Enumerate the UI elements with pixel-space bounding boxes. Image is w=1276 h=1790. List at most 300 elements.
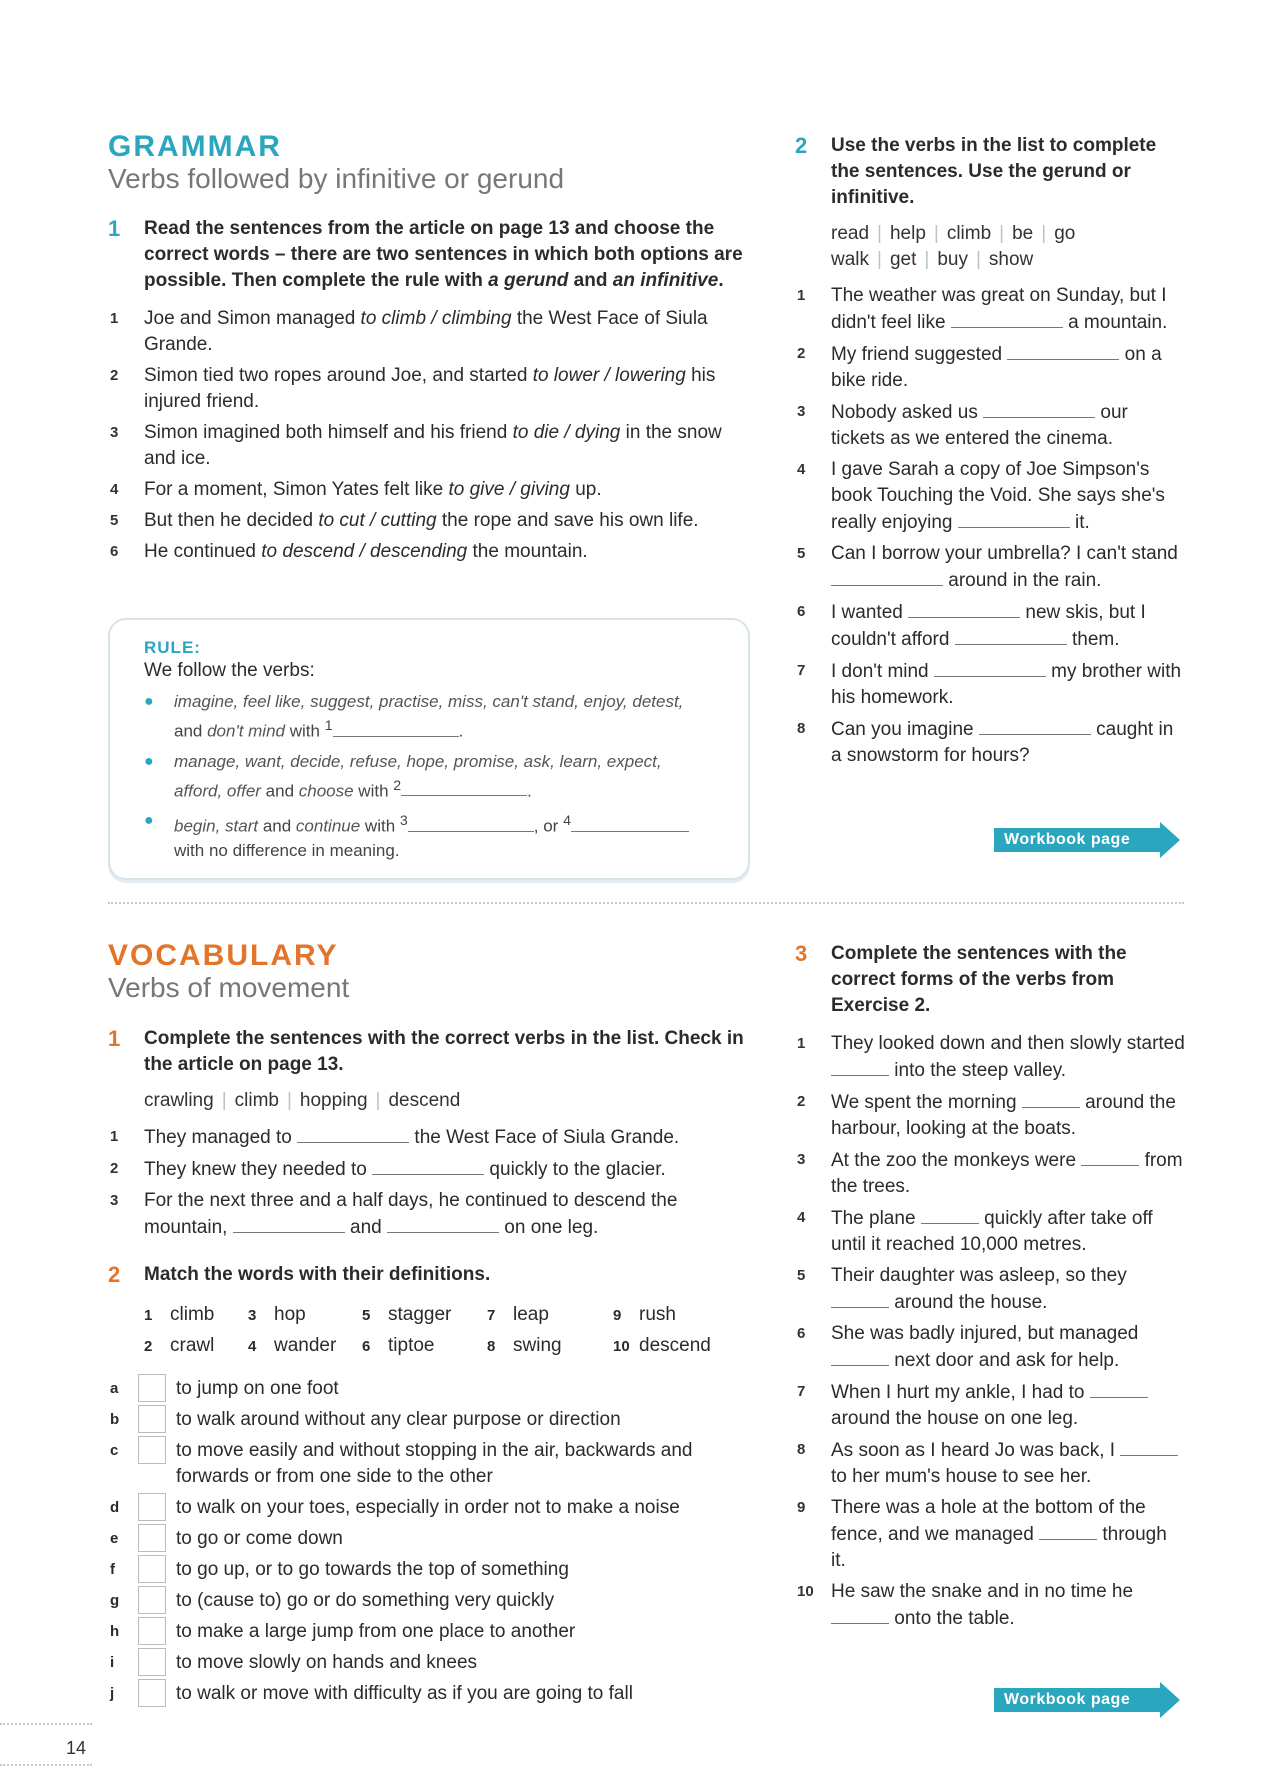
- sentence-text: on a bike ride.: [831, 344, 1162, 391]
- arrow-right-icon: [1160, 822, 1180, 858]
- sentence-text: I don't mind: [831, 661, 934, 682]
- sentence-item: [795, 341, 1185, 394]
- item-number: 2: [797, 345, 806, 362]
- sentence-text: around in the rain.: [943, 570, 1102, 591]
- item-number: 1: [110, 1128, 119, 1145]
- definition-letter: j: [110, 1685, 115, 1702]
- definition-text: to move easily and without stopping in the air, backwards and forwards or from one side to the other: [176, 1440, 693, 1487]
- rule-bullet: [144, 809, 714, 863]
- item-number: 6: [797, 1325, 806, 1342]
- item-number: 1: [797, 1035, 806, 1052]
- sentence-item: [108, 539, 758, 565]
- definition-text: to move slowly on hands and knees: [176, 1652, 478, 1673]
- sentence-item: [795, 541, 1185, 594]
- gap-number: 4: [563, 813, 571, 830]
- answer-blank[interactable]: [401, 777, 527, 796]
- rule-box: [108, 618, 750, 880]
- definition-letter: b: [110, 1411, 120, 1428]
- sentence-text: Nobody asked us: [831, 402, 984, 423]
- definition-text: to go or come down: [176, 1528, 343, 1549]
- page-number: 14: [66, 1738, 87, 1758]
- item-number: 8: [797, 720, 806, 737]
- item-number: 4: [797, 1209, 806, 1226]
- sentence-text: into the steep valley.: [889, 1060, 1067, 1081]
- instruction-text: Use the verbs in the list to complete the sentences. Use the gerund or infinitive.: [831, 135, 1157, 208]
- answer-blank[interactable]: [408, 813, 534, 832]
- sentence-item: [108, 1156, 758, 1183]
- exercise-instruction: [795, 941, 1185, 1019]
- answer-blank[interactable]: [333, 718, 459, 737]
- rule-verbs: choose: [298, 781, 354, 801]
- item-number: 9: [613, 1307, 622, 1324]
- separator: |: [975, 249, 981, 270]
- vocabulary-exercise-2: [108, 1262, 758, 1712]
- sentence-text: onto the table.: [889, 1608, 1015, 1629]
- sentence-item: [795, 1263, 1185, 1316]
- grammar-exercise-1: [108, 216, 758, 570]
- sentence-item: [795, 1495, 1185, 1574]
- word-list-item: walk: [831, 249, 870, 270]
- match-word: [613, 1300, 733, 1331]
- word-choice[interactable]: to die / dying: [512, 422, 621, 443]
- word-text: tiptoe: [388, 1335, 435, 1356]
- sentence-list: [795, 1031, 1185, 1632]
- definition-text: to (cause to) go or do something very quickly: [176, 1590, 555, 1611]
- sentence-text: As soon as I heard Jo was back, I: [831, 1440, 1121, 1461]
- section-divider: [108, 902, 1184, 904]
- instruction-text: Complete the sentences with the correct forms of the verbs from Exercise 2.: [831, 943, 1127, 1016]
- sentence-text: them.: [1066, 629, 1120, 650]
- vocabulary-heading: VOCABULARY: [108, 939, 339, 972]
- definition-letter: d: [110, 1499, 120, 1516]
- sentence-text: quickly to the glacier.: [484, 1159, 666, 1180]
- rule-verbs: don't mind: [207, 721, 285, 741]
- match-word: [144, 1300, 248, 1331]
- sentence-text: We spent the morning: [831, 1092, 1022, 1113]
- item-number: 5: [362, 1307, 371, 1324]
- answer-box[interactable]: [138, 1555, 166, 1583]
- sentence-item: [795, 1089, 1185, 1142]
- definition-text: to walk or move with difficulty as if you are going to fall: [176, 1683, 633, 1704]
- sentence-list: [795, 283, 1185, 769]
- item-number: 5: [110, 512, 119, 529]
- word-choice[interactable]: to descend / descending: [261, 541, 468, 562]
- definition-row: [108, 1438, 758, 1490]
- sentence-text: the rope and save his own life.: [436, 510, 699, 531]
- answer-blank[interactable]: [979, 716, 1091, 735]
- item-number: 3: [797, 1151, 806, 1168]
- answer-blank[interactable]: [387, 1214, 499, 1233]
- sentence-item: [108, 1188, 758, 1241]
- sentence-text: our tickets as we entered the cinema.: [831, 402, 1128, 449]
- sentence-item: [108, 1124, 758, 1151]
- answer-blank[interactable]: [571, 813, 689, 832]
- sentence-text: my brother with his homework.: [831, 661, 1182, 708]
- sentence-item: [795, 1147, 1185, 1200]
- sentence-text: They looked down and then slowly started: [831, 1033, 1185, 1054]
- item-number: 8: [797, 1441, 806, 1458]
- word-list-item: help: [889, 223, 926, 244]
- answer-blank[interactable]: [1081, 1147, 1139, 1166]
- definition-text: to go up, or to go towards the top of something: [176, 1559, 569, 1580]
- item-number: 3: [797, 403, 806, 420]
- sentence-text: through it.: [831, 1524, 1167, 1571]
- page-edge-rule: [0, 1764, 92, 1766]
- sentence-item: [108, 477, 758, 503]
- rule-text: with: [360, 816, 400, 836]
- sentence-text: Simon tied two ropes around Joe, and started: [144, 365, 533, 386]
- definition-row: [108, 1407, 758, 1433]
- exercise-number: 1: [108, 216, 121, 241]
- word-text: leap: [513, 1304, 549, 1325]
- item-number: 3: [110, 424, 119, 441]
- answer-blank[interactable]: [1022, 1089, 1080, 1108]
- exercise-number: 2: [108, 1262, 121, 1287]
- workbook-link[interactable]: [994, 822, 1184, 872]
- answer-blank[interactable]: [1120, 1437, 1178, 1456]
- word-list: [795, 221, 1185, 247]
- sentence-text: and: [344, 1217, 387, 1238]
- separator: |: [924, 249, 930, 270]
- item-number: 6: [797, 603, 806, 620]
- item-number: 7: [487, 1307, 496, 1324]
- exercise-instruction: [108, 216, 758, 294]
- sentence-text: a mountain.: [1062, 312, 1168, 333]
- sentence-text: There was a hole at the bottom of the fence, and we managed: [831, 1497, 1146, 1545]
- answer-blank[interactable]: [831, 1057, 889, 1076]
- word-list: [108, 1088, 758, 1114]
- gap-number: 1: [324, 718, 333, 734]
- rule-verbs: begin, start: [174, 816, 259, 836]
- answer-blank[interactable]: [831, 1289, 889, 1308]
- match-word: [487, 1300, 613, 1331]
- word-list-item: climb: [946, 223, 992, 244]
- item-number: 6: [110, 543, 119, 560]
- word-choice[interactable]: to climb / climbing: [360, 308, 512, 329]
- rule-text: and: [260, 781, 299, 801]
- sentence-text: At the zoo the monkeys were: [831, 1150, 1082, 1171]
- answer-blank[interactable]: [951, 309, 1063, 328]
- sentence-text: The plane: [831, 1208, 921, 1229]
- match-word: [487, 1331, 613, 1362]
- sentence-item: [795, 1031, 1185, 1084]
- item-number: 1: [144, 1307, 153, 1324]
- answer-blank[interactable]: [908, 599, 1020, 618]
- sentence-text: They managed to: [144, 1127, 298, 1148]
- answer-box[interactable]: [138, 1648, 166, 1676]
- grammar-exercise-2: [795, 133, 1185, 774]
- sentence-item: [795, 716, 1185, 769]
- answer-blank[interactable]: [1039, 1521, 1097, 1540]
- sentence-item: [795, 1321, 1185, 1374]
- item-number: 2: [110, 367, 119, 384]
- gap-number: 2: [393, 777, 402, 794]
- definition-letter: g: [110, 1592, 120, 1609]
- answer-box[interactable]: [138, 1405, 166, 1433]
- workbook-label: Workbook page 10: [994, 828, 1160, 852]
- exercise-number: 2: [795, 133, 808, 158]
- answer-blank[interactable]: [233, 1214, 345, 1233]
- sentence-text: My friend suggested: [831, 344, 1008, 365]
- word-text: rush: [639, 1304, 676, 1325]
- instruction-text: and: [568, 270, 613, 291]
- sentence-text: I gave Sarah a copy of Joe Simpson's book Touching the Void. She says she's really enjoying: [831, 459, 1165, 533]
- sentence-text: next door and ask for help.: [889, 1350, 1120, 1371]
- page-edge-rule: [0, 1723, 92, 1725]
- rule-text: , or: [533, 816, 564, 836]
- sentence-text: from the trees.: [831, 1150, 1183, 1197]
- answer-blank[interactable]: [297, 1124, 409, 1143]
- sentence-text: She was badly injured, but managed: [831, 1323, 1139, 1344]
- sentence-text: around the house.: [889, 1292, 1048, 1313]
- grammar-section: [108, 131, 758, 195]
- rule-text: and: [258, 816, 296, 836]
- word-choice[interactable]: to cut / cutting: [318, 510, 437, 531]
- arrow-right-icon: [1160, 1682, 1180, 1718]
- sentence-text: The weather was great on Sunday, but I didn't feel like: [831, 285, 1167, 333]
- word-text: crawl: [170, 1335, 215, 1356]
- answer-box[interactable]: [138, 1436, 166, 1464]
- sentence-text: new skis, but I couldn't afford: [831, 602, 1146, 650]
- workbook-link[interactable]: [994, 1682, 1184, 1732]
- sentence-text: it.: [1069, 512, 1090, 533]
- answer-blank[interactable]: [831, 1605, 889, 1624]
- grammar-heading: GRAMMAR: [108, 130, 282, 163]
- match-word: [362, 1331, 487, 1362]
- word-text: hop: [274, 1304, 306, 1325]
- vocabulary-subheading: Verbs of movement: [108, 972, 350, 1003]
- answer-box[interactable]: [138, 1679, 166, 1707]
- item-number: 7: [797, 1383, 806, 1400]
- exercise-instruction: [108, 1026, 758, 1078]
- sentence-item: [108, 508, 758, 534]
- item-number: 3: [110, 1192, 119, 1209]
- definition-row: [108, 1588, 758, 1614]
- definition-letter: i: [110, 1654, 115, 1671]
- sentence-text: to her mum's house to see her.: [831, 1466, 1092, 1487]
- word-list-item: go: [1054, 223, 1076, 244]
- sentence-text: Simon imagined both himself and his friend: [144, 422, 513, 443]
- sentence-text: caught in a snowstorm for hours?: [831, 719, 1174, 766]
- instruction-text: Read the sentences from the article on page 13 and choose the correct words – there are two sentences in which both options are possible. Then complete the rule with: [144, 218, 743, 291]
- vocabulary-exercise-3: [795, 941, 1185, 1637]
- sentence-text: He continued: [144, 541, 262, 562]
- item-number: 2: [110, 1160, 119, 1177]
- sentence-text: the West Face of Siula Grande.: [144, 308, 708, 355]
- item-number: 2: [144, 1338, 153, 1355]
- sentence-item: [108, 363, 758, 415]
- answer-blank[interactable]: [934, 658, 1046, 677]
- word-list-item: get: [889, 249, 917, 270]
- rule-bullet: ● manage, want, decide, refuse, hope, promise, ask, learn, expect, afford, offer and choose with $^2$ .: [144, 751, 662, 801]
- sentence-item: [795, 1437, 1185, 1490]
- item-number: 4: [110, 481, 119, 498]
- match-word: [362, 1300, 487, 1331]
- definition-row: [108, 1650, 758, 1676]
- word-text: climb: [170, 1304, 215, 1325]
- separator: |: [999, 223, 1005, 244]
- sentence-text: the West Face of Siula Grande.: [409, 1127, 680, 1148]
- sentence-text: quickly after take off until it reached 10,000 metres.: [831, 1208, 1153, 1255]
- answer-box[interactable]: [138, 1374, 166, 1402]
- separator: |: [375, 1090, 381, 1111]
- sentence-list: [108, 1124, 758, 1241]
- definition-row: [108, 1619, 758, 1645]
- answer-blank[interactable]: [1090, 1379, 1148, 1398]
- answer-blank[interactable]: [1007, 341, 1119, 360]
- definition-letter: e: [110, 1530, 119, 1547]
- separator: |: [221, 1090, 227, 1111]
- rule-text: with: [353, 781, 394, 801]
- answer-box[interactable]: [138, 1586, 166, 1614]
- sentence-text: in the snow and ice.: [144, 422, 722, 469]
- answer-box[interactable]: [138, 1617, 166, 1645]
- sentence-item: [795, 1379, 1185, 1432]
- sentence-text: Their daughter was asleep, so they: [831, 1265, 1127, 1286]
- rule-verbs: continue: [295, 816, 361, 836]
- item-number: 4: [248, 1338, 257, 1355]
- sentence-text: the mountain.: [467, 541, 588, 562]
- sentence-text: I wanted: [831, 602, 909, 623]
- match-word: [144, 1331, 248, 1362]
- sentence-item: [795, 658, 1185, 711]
- sentence-item: [795, 457, 1185, 536]
- sentence-text: But then he decided: [144, 510, 319, 531]
- word-choice[interactable]: to give / giving: [448, 479, 570, 500]
- sentence-item: [795, 283, 1185, 336]
- item-number: 5: [797, 545, 806, 562]
- instruction-text: Complete the sentences with the correct verbs in the list. Check in the article on page 13.: [144, 1028, 744, 1075]
- word-text: descend: [639, 1335, 711, 1356]
- rule-intro: We follow the verbs:: [144, 660, 315, 681]
- sentence-item: [108, 306, 758, 358]
- answer-blank[interactable]: [831, 1347, 889, 1366]
- definition-row: [108, 1376, 758, 1402]
- separator: |: [1041, 223, 1047, 244]
- rule-bullet: ● imagine, feel like, suggest, practise, miss, can't stand, enjoy, detest, and don't mind with $^1$ .: [144, 692, 684, 741]
- sentence-text: For the next three and a half days, he continued to descend the mountain,: [144, 1190, 678, 1238]
- match-word: [248, 1331, 362, 1362]
- item-number: 4: [797, 461, 806, 478]
- sentence-text: When I hurt my ankle, I had to: [831, 1382, 1090, 1403]
- item-number: 6: [362, 1338, 371, 1355]
- item-number: 1: [110, 310, 119, 327]
- answer-blank[interactable]: [955, 626, 1067, 645]
- item-number: 10: [797, 1583, 814, 1600]
- item-number: 2: [797, 1093, 806, 1110]
- definition-text: to make a large jump from one place to another: [176, 1621, 576, 1642]
- definition-row: [108, 1557, 758, 1583]
- answer-box[interactable]: [138, 1493, 166, 1521]
- sentence-text: Joe and Simon managed: [144, 308, 361, 329]
- bullet-icon: ●: [144, 752, 154, 770]
- definition-row: [108, 1681, 758, 1707]
- sentence-text: around the harbour, looking at the boats.: [831, 1092, 1176, 1139]
- sentence-item: [795, 1579, 1185, 1632]
- instruction-text: Match the words with their definitions.: [144, 1264, 491, 1285]
- instruction-text: an infinitive: [612, 270, 719, 291]
- definition-text: to walk around without any clear purpose or direction: [176, 1409, 621, 1430]
- definition-row: [108, 1526, 758, 1552]
- rule-heading: RULE:: [144, 638, 201, 657]
- word-list-item: buy: [937, 249, 968, 270]
- rule-text: with no difference in meaning.: [174, 840, 400, 860]
- definition-letter: c: [110, 1442, 119, 1459]
- workbook-label: Workbook page 12: [994, 1688, 1160, 1712]
- exercise-instruction: [795, 133, 1185, 211]
- sentence-item: [108, 420, 758, 472]
- rule-verbs: imagine, feel like, suggest, practise, miss, can't stand, enjoy, detest,: [174, 692, 684, 711]
- item-number: 1: [797, 287, 806, 304]
- definition-letter: f: [110, 1561, 115, 1578]
- vocabulary-section: [108, 940, 758, 1004]
- instruction-text: a gerund: [488, 270, 569, 291]
- sentence-text: He saw the snake and in no time he: [831, 1581, 1134, 1602]
- answer-blank[interactable]: [372, 1156, 484, 1175]
- exercise-number: 1: [108, 1026, 121, 1051]
- sentence-text: Can you imagine: [831, 719, 979, 740]
- separator: |: [933, 223, 939, 244]
- definition-row: [108, 1495, 758, 1521]
- bullet-icon: ●: [144, 812, 154, 830]
- grammar-subheading: Verbs followed by infinitive or gerund: [108, 163, 565, 194]
- answer-blank[interactable]: [958, 509, 1070, 528]
- word-list-item: climb: [234, 1090, 279, 1111]
- word-list: [795, 247, 1185, 273]
- answer-blank[interactable]: [921, 1205, 979, 1224]
- word-list-item: read: [831, 223, 870, 244]
- word-list-item: crawling: [144, 1090, 214, 1111]
- bullet-icon: ●: [144, 693, 154, 710]
- definition-text: to jump on one foot: [176, 1378, 339, 1399]
- word-list-item: be: [1012, 223, 1034, 244]
- instruction-text: .: [718, 270, 724, 291]
- sentence-text: Can I borrow your umbrella? I can't stand: [831, 543, 1178, 564]
- sentence-text: For a moment, Simon Yates felt like: [144, 479, 449, 500]
- word-choice[interactable]: to lower / lowering: [532, 365, 686, 386]
- word-text: stagger: [388, 1304, 452, 1325]
- separator: |: [877, 223, 882, 244]
- answer-blank[interactable]: [983, 399, 1095, 418]
- item-number: 8: [487, 1338, 496, 1355]
- definition-letter: h: [110, 1623, 120, 1640]
- word-text: wander: [274, 1335, 337, 1356]
- item-number: 9: [797, 1499, 806, 1516]
- vocabulary-exercise-1: [108, 1026, 758, 1246]
- exercise-instruction: [108, 1262, 758, 1288]
- answer-box[interactable]: [138, 1524, 166, 1552]
- exercise-number: 3: [795, 941, 808, 966]
- word-text: swing: [513, 1335, 562, 1356]
- sentence-item: [795, 399, 1185, 452]
- definition-letter: a: [110, 1380, 119, 1397]
- sentence-text: around the house on one leg.: [831, 1408, 1079, 1429]
- word-list-item: show: [988, 249, 1034, 270]
- match-word: [613, 1331, 733, 1362]
- rule-text: and: [174, 721, 208, 741]
- sentence-item: [795, 599, 1185, 653]
- item-number: 3: [248, 1307, 257, 1324]
- item-number: 5: [797, 1267, 806, 1284]
- word-list-item: hopping: [299, 1090, 368, 1111]
- answer-blank[interactable]: [831, 567, 943, 586]
- separator: |: [877, 249, 882, 270]
- sentence-item: [795, 1205, 1185, 1258]
- item-number: 10: [613, 1338, 630, 1355]
- item-number: 7: [797, 662, 806, 679]
- match-word-grid: [108, 1300, 758, 1362]
- sentence-text: his injured friend.: [144, 365, 716, 412]
